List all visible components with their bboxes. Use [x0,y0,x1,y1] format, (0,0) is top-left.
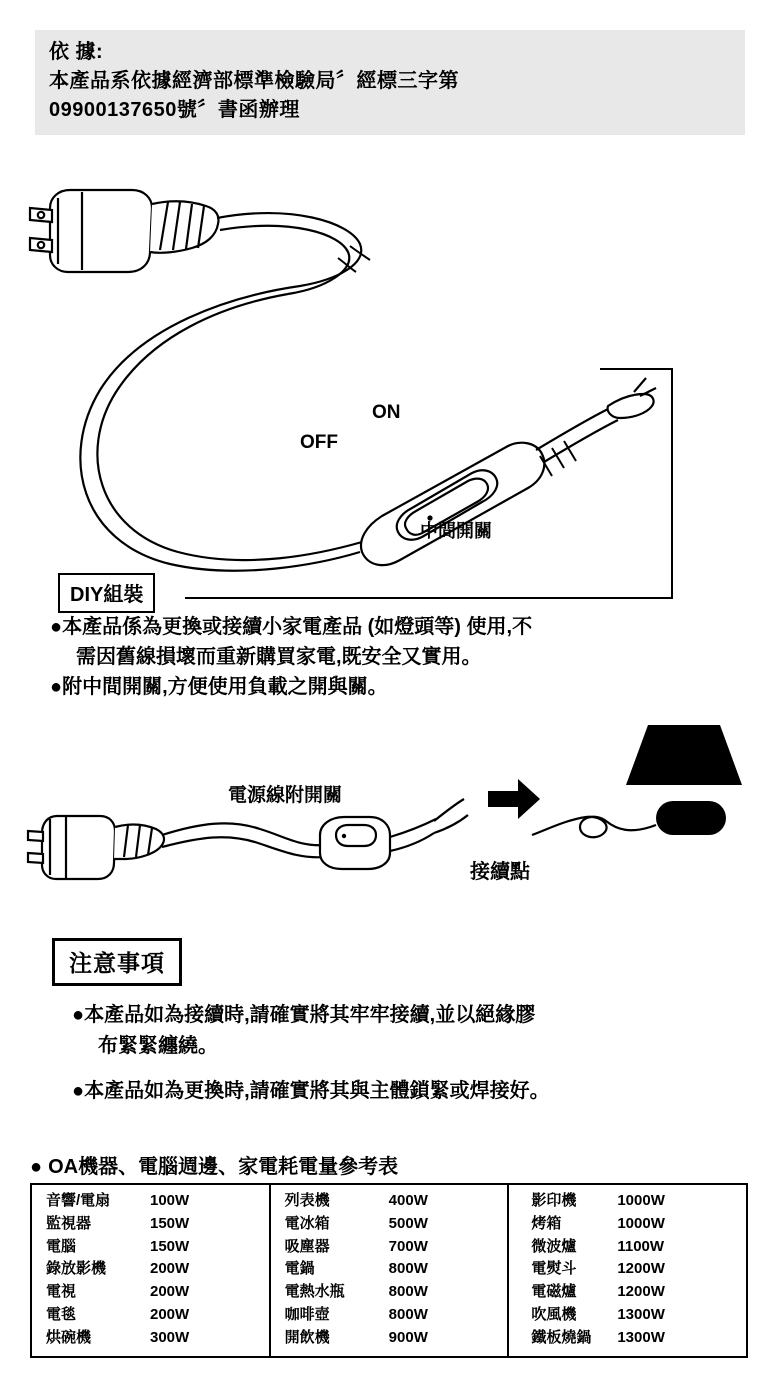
caution-bullet-1-line-1: ●本產品如為接續時,請確實將其牢牢接續,並以絕緣膠 [72,1004,536,1026]
table-row [509,1281,746,1304]
appliance-name: 鐵板燒鍋 [531,1328,592,1346]
power-table-title: OA機器、電腦週邊、家電耗電量參考表 [48,1156,399,1178]
power-table-column-3 [507,1185,746,1356]
diy-bullet-1-line-2: 需因舊線損壞而重新購買家電,既安全又實用。 [76,646,482,668]
appliance-name: 列表機 [284,1192,330,1209]
power-table-column-1 [32,1185,269,1356]
basis-notice-line-1: 依 據: [49,41,104,63]
power-consumption-table [30,1183,748,1358]
table-row [271,1327,508,1350]
table-row [271,1281,508,1304]
basis-notice-line-2: 本產品系依據經濟部標準檢驗局〞經標三字第 [49,70,459,92]
appliance-name: 電視 [46,1283,77,1301]
appliance-name: 影印機 [531,1192,577,1209]
appliance-name: 音響/電扇 [46,1192,111,1209]
appliance-name: 監視器 [46,1214,92,1232]
appliance-name: 電毯 [46,1305,77,1323]
appliance-watt: 200W [150,1260,190,1278]
appliance-name: 電熱水瓶 [284,1283,345,1301]
mid-switch-label: 中間開關 [420,521,492,541]
appliance-watt: 500W [388,1214,428,1232]
table-row [32,1190,269,1213]
process-arrow [488,779,540,819]
cord-to-lamp-illustration [20,705,760,905]
appliance-name: 電熨斗 [531,1260,577,1278]
table-row [271,1258,508,1281]
basis-notice-box [35,30,745,135]
caution-heading: 注意事項 [52,938,182,986]
diy-heading: DIY組裝 [58,573,155,613]
callout-line-right [671,368,673,599]
caution-bullet-2: ●本產品如為更換時,請確實將其與主體鎖緊或焊接好。 [72,1080,550,1102]
table-row [32,1281,269,1304]
table-row [509,1258,746,1281]
table-row [32,1236,269,1259]
appliance-name: 微波爐 [531,1237,577,1255]
switch-off-label: OFF [300,432,338,453]
diy-bullet-2: ●附中間開關,方便使用負載之開與關。 [50,676,388,698]
appliance-watt: 1000W [617,1192,665,1209]
appliance-watt: 900W [388,1328,428,1346]
appliance-name: 電鍋 [284,1260,315,1278]
callout-line-bottom [185,597,673,599]
caution-bullet-1-line-2: 布緊緊纏繞。 [98,1035,218,1057]
appliance-watt: 1100W [617,1237,665,1255]
appliance-watt: 200W [150,1283,190,1301]
appliance-watt: 100W [150,1192,190,1209]
table-row [509,1304,746,1327]
switch-on-label: ON [372,402,401,423]
small-cord-drawing [162,823,326,857]
inline-switch-drawing [361,378,656,565]
appliance-name: 咖啡壺 [284,1305,330,1323]
table-row [509,1327,746,1350]
appliance-watt: 800W [388,1260,428,1278]
joint-point-label: 接續點 [470,861,530,883]
appliance-name: 烤箱 [531,1214,562,1232]
table-row [509,1190,746,1213]
stripped-wire-ends-drawing [390,799,468,851]
small-inline-switch-drawing [320,817,390,869]
appliance-watt: 1200W [617,1283,665,1301]
lamp-cord-drawing [532,817,656,838]
appliance-watt: 1300W [617,1328,665,1346]
appliance-watt: 400W [388,1192,428,1209]
callout-line-top [600,368,673,370]
table-row [509,1213,746,1236]
table-row [271,1304,508,1327]
appliance-watt: 700W [388,1237,428,1255]
table-row [271,1190,508,1213]
appliance-name: 吹風機 [531,1305,577,1323]
table-row [271,1236,508,1259]
appliance-watt: 200W [150,1305,190,1323]
plug-cord-switch-illustration [20,160,760,600]
table-row [509,1236,746,1259]
appliance-name: 電冰箱 [284,1214,330,1232]
appliance-name: 開飲機 [284,1328,330,1346]
appliance-watt: 1200W [617,1260,665,1278]
table-row [32,1258,269,1281]
appliance-watt: 800W [388,1305,428,1323]
appliance-name: 錄放影機 [46,1260,107,1278]
ac-plug-drawing [30,190,219,272]
appliance-watt: 1300W [617,1305,665,1323]
appliance-watt: 300W [150,1328,190,1346]
basis-notice-line-3: 09900137650號〞書函辦理 [49,99,300,121]
power-table-title-row [30,1150,398,1179]
power-table-column-2 [269,1185,508,1356]
lamp-drawing [626,725,742,835]
table-row [32,1304,269,1327]
appliance-name: 吸塵器 [284,1237,330,1255]
table-row [32,1327,269,1350]
appliance-name: 電磁爐 [531,1283,577,1301]
appliance-watt: 800W [388,1283,428,1301]
cord-with-switch-label: 電源線附開關 [228,785,343,806]
appliance-watt: 150W [150,1214,190,1232]
small-plug-drawing [28,816,164,879]
diy-bullet-list [50,612,750,702]
appliance-watt: 150W [150,1237,190,1255]
appliance-name: 電腦 [46,1237,77,1255]
diy-bullet-1-line-1: ●本產品係為更換或接續小家電產品 (如燈頭等) 使用,不 [50,616,533,638]
table-row [271,1213,508,1236]
caution-bullet-list [72,1000,762,1107]
appliance-name: 烘碗機 [46,1328,92,1346]
bullet-dot-icon: ● [30,1156,43,1178]
table-row [32,1213,269,1236]
appliance-watt: 1000W [617,1214,665,1232]
